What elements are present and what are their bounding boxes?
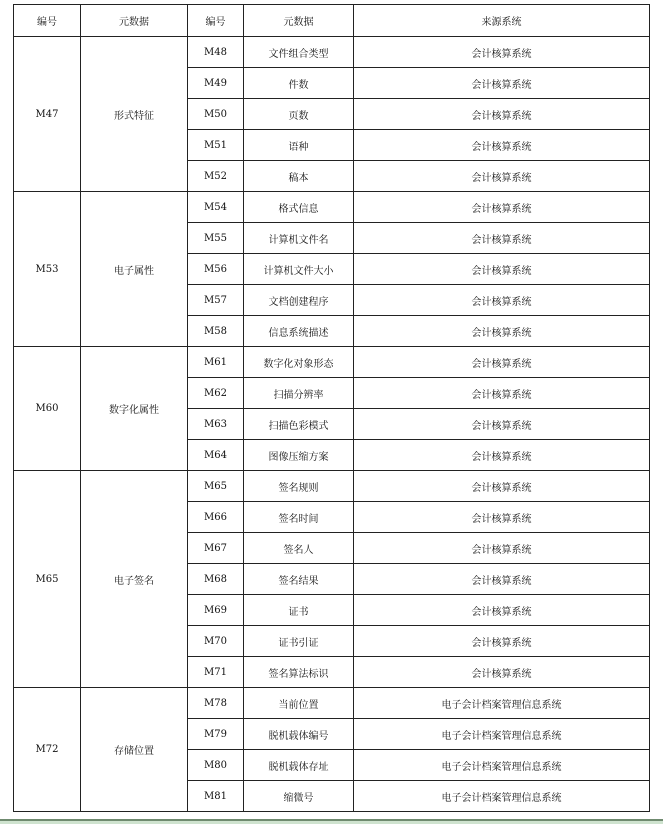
source-system-cell: 会计核算系统 [354,626,650,657]
group-id-cell: M72 [14,688,81,812]
item-name-cell: 签名人 [244,533,354,564]
source-system-cell: 会计核算系统 [354,564,650,595]
item-id-cell: M52 [188,161,244,192]
group-name-cell: 数字化属性 [81,347,188,471]
header-item-id: 编号 [188,5,244,37]
source-system-cell: 会计核算系统 [354,130,650,161]
group-name-cell: 存储位置 [81,688,188,812]
source-system-cell: 会计核算系统 [354,502,650,533]
item-id-cell: M69 [188,595,244,626]
item-id-cell: M63 [188,409,244,440]
header-item-name: 元数据 [244,5,354,37]
item-id-cell: M54 [188,192,244,223]
source-system-cell: 会计核算系统 [354,161,650,192]
item-name-cell: 脱机载体编号 [244,719,354,750]
table-body [14,37,650,812]
group-id-cell: M65 [14,471,81,688]
item-id-cell: M62 [188,378,244,409]
item-name-cell: 图像压缩方案 [244,440,354,471]
source-system-cell: 会计核算系统 [354,37,650,68]
item-name-cell: 件数 [244,68,354,99]
item-id-cell: M58 [188,316,244,347]
item-name-cell: 格式信息 [244,192,354,223]
header-group-id: 编号 [14,5,81,37]
group-name-cell: 形式特征 [81,37,188,192]
item-name-cell: 当前位置 [244,688,354,719]
source-system-cell: 会计核算系统 [354,533,650,564]
header-group-name: 元数据 [81,5,188,37]
group-name-cell: 电子签名 [81,471,188,688]
item-name-cell: 文档创建程序 [244,285,354,316]
header-source-system: 来源系统 [354,5,650,37]
item-id-cell: M71 [188,657,244,688]
source-system-cell: 会计核算系统 [354,471,650,502]
item-id-cell: M79 [188,719,244,750]
group-id-cell: M60 [14,347,81,471]
source-system-cell: 会计核算系统 [354,378,650,409]
item-id-cell: M81 [188,781,244,812]
source-system-cell: 会计核算系统 [354,68,650,99]
item-name-cell: 计算机文件名 [244,223,354,254]
source-system-cell: 电子会计档案管理信息系统 [354,781,650,812]
item-name-cell: 证书 [244,595,354,626]
metadata-table [13,4,650,812]
source-system-cell: 会计核算系统 [354,440,650,471]
item-id-cell: M66 [188,502,244,533]
item-id-cell: M56 [188,254,244,285]
table-row [14,37,650,68]
item-id-cell: M78 [188,688,244,719]
table-row [14,688,650,719]
item-name-cell: 计算机文件大小 [244,254,354,285]
item-name-cell: 扫描色彩模式 [244,409,354,440]
item-name-cell: 文件组合类型 [244,37,354,68]
group-id-cell: M53 [14,192,81,347]
item-id-cell: M68 [188,564,244,595]
source-system-cell: 电子会计档案管理信息系统 [354,688,650,719]
item-name-cell: 脱机载体存址 [244,750,354,781]
source-system-cell: 电子会计档案管理信息系统 [354,750,650,781]
table-header [14,5,650,37]
table-row [14,347,650,378]
source-system-cell: 会计核算系统 [354,192,650,223]
source-system-cell: 会计核算系统 [354,223,650,254]
header-row [14,5,650,37]
item-name-cell: 证书引证 [244,626,354,657]
source-system-cell: 会计核算系统 [354,99,650,130]
item-id-cell: M51 [188,130,244,161]
item-name-cell: 稿本 [244,161,354,192]
item-id-cell: M67 [188,533,244,564]
source-system-cell: 会计核算系统 [354,347,650,378]
item-id-cell: M80 [188,750,244,781]
item-id-cell: M61 [188,347,244,378]
item-id-cell: M57 [188,285,244,316]
source-system-cell: 会计核算系统 [354,657,650,688]
item-id-cell: M48 [188,37,244,68]
source-system-cell: 会计核算系统 [354,595,650,626]
item-name-cell: 信息系统描述 [244,316,354,347]
item-id-cell: M70 [188,626,244,657]
item-id-cell: M65 [188,471,244,502]
source-system-cell: 会计核算系统 [354,409,650,440]
source-system-cell: 会计核算系统 [354,316,650,347]
item-name-cell: 扫描分辨率 [244,378,354,409]
item-name-cell: 语种 [244,130,354,161]
item-id-cell: M55 [188,223,244,254]
item-name-cell: 签名算法标识 [244,657,354,688]
item-name-cell: 签名时间 [244,502,354,533]
item-name-cell: 签名结果 [244,564,354,595]
source-system-cell: 会计核算系统 [354,254,650,285]
item-id-cell: M50 [188,99,244,130]
source-system-cell: 电子会计档案管理信息系统 [354,719,650,750]
item-id-cell: M49 [188,68,244,99]
table-row [14,471,650,502]
group-name-cell: 电子属性 [81,192,188,347]
item-name-cell: 签名规则 [244,471,354,502]
item-name-cell: 缩微号 [244,781,354,812]
item-name-cell: 页数 [244,99,354,130]
group-id-cell: M47 [14,37,81,192]
table-row [14,192,650,223]
item-name-cell: 数字化对象形态 [244,347,354,378]
source-system-cell: 会计核算系统 [354,285,650,316]
item-id-cell: M64 [188,440,244,471]
